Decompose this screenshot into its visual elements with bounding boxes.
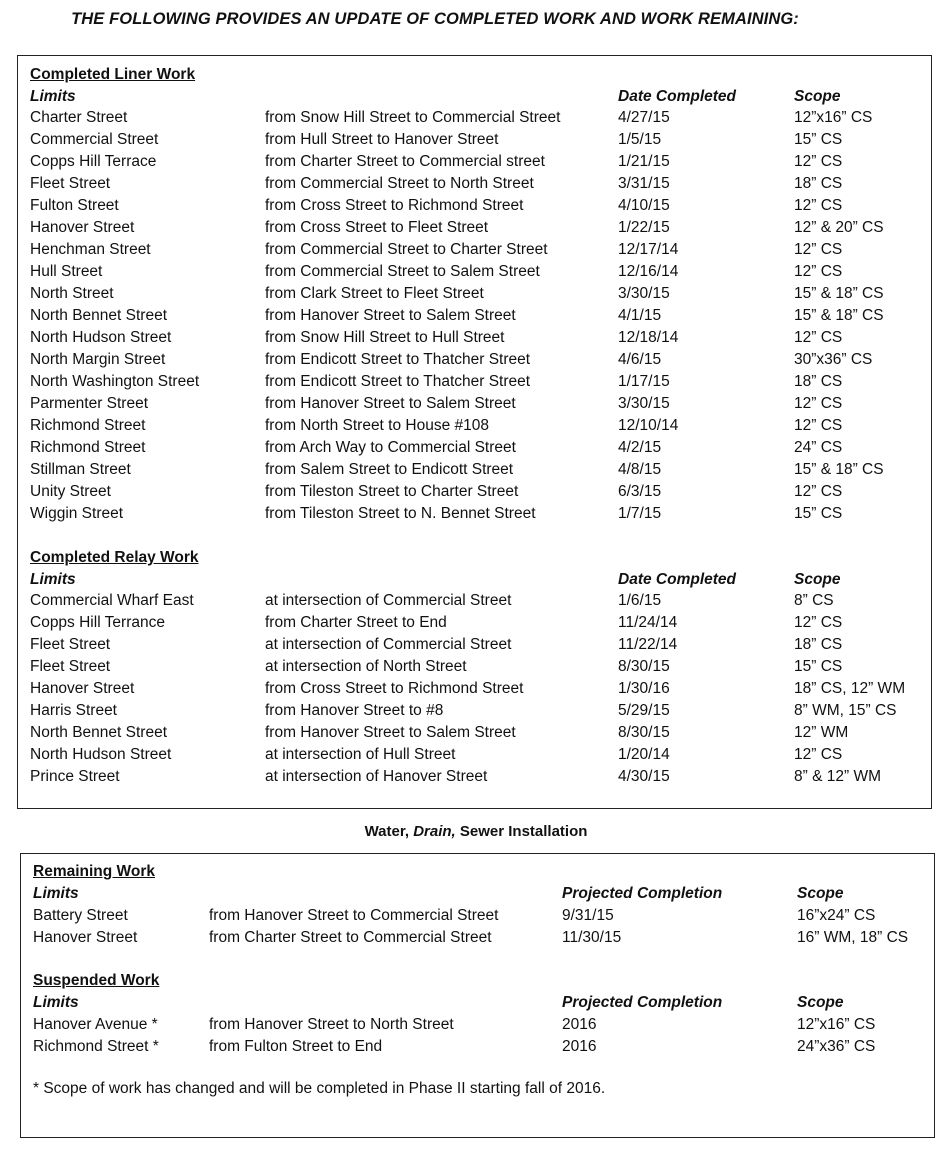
date-cell: 12/17/14 xyxy=(618,241,679,258)
limits-cell: from Commercial Street to Charter Street xyxy=(265,241,548,258)
scope-cell: 12” CS xyxy=(794,614,843,631)
street-cell: Charter Street xyxy=(30,109,128,126)
table-row xyxy=(18,656,931,678)
liner-limits-header: Limits xyxy=(30,88,76,105)
liner-section-title: Completed Liner Work xyxy=(30,66,196,83)
limits-cell: from Salem Street to Endicott Street xyxy=(265,461,514,478)
limits-cell: from Commercial Street to Salem Street xyxy=(265,263,540,280)
table-row xyxy=(18,393,931,415)
date-cell: 4/30/15 xyxy=(618,768,670,785)
table-row xyxy=(18,173,931,195)
scope-cell: 18” CS xyxy=(794,636,843,653)
scope-cell: 12” CS xyxy=(794,746,843,763)
table-row xyxy=(18,766,931,788)
remaining-scope-header: Scope xyxy=(797,885,844,902)
limits-cell: from Charter Street to Commercial street xyxy=(265,153,545,170)
street-cell: Prince Street xyxy=(30,768,120,785)
date-cell: 1/5/15 xyxy=(618,131,662,148)
suspended-date-header: Projected Completion xyxy=(562,994,723,1011)
table-row xyxy=(18,239,931,261)
date-cell: 12/16/14 xyxy=(618,263,679,280)
table-row xyxy=(18,261,931,283)
date-cell: 12/10/14 xyxy=(618,417,679,434)
scope-cell: 12” CS xyxy=(794,417,843,434)
date-cell: 1/17/15 xyxy=(618,373,670,390)
scope-cell: 12” CS xyxy=(794,483,843,500)
street-cell: Hanover Street xyxy=(30,680,135,697)
page-heading: THE FOLLOWING PROVIDES AN UPDATE OF COMPLETED WORK AND WORK REMAINING: xyxy=(71,10,799,28)
limits-cell: from Charter Street to End xyxy=(265,614,447,631)
street-cell: North Street xyxy=(30,285,114,302)
table-row xyxy=(18,459,931,481)
scope-cell: 8” WM, 15” CS xyxy=(794,702,897,719)
date-cell: 5/29/15 xyxy=(618,702,670,719)
street-cell: Commercial Street xyxy=(30,131,159,148)
caption-prefix: Water, xyxy=(364,823,414,840)
street-cell: Wiggin Street xyxy=(30,505,124,522)
limits-cell: from Cross Street to Fleet Street xyxy=(265,219,489,236)
limits-cell: from Cross Street to Richmond Street xyxy=(265,197,524,214)
street-cell: Hanover Street xyxy=(30,219,135,236)
date-cell: 11/24/14 xyxy=(618,614,678,631)
limits-cell: from Snow Hill Street to Hull Street xyxy=(265,329,505,346)
suspended-section-title: Suspended Work xyxy=(33,972,160,989)
street-cell: Parmenter Street xyxy=(30,395,149,412)
scope-cell: 12”x16” CS xyxy=(797,1016,876,1033)
scope-cell: 15” CS xyxy=(794,131,843,148)
date-cell: 12/18/14 xyxy=(618,329,679,346)
limits-cell: from North Street to House #108 xyxy=(265,417,490,434)
date-cell: 4/10/15 xyxy=(618,197,670,214)
street-cell: Fleet Street xyxy=(30,175,111,192)
limits-cell: from Hanover Street to #8 xyxy=(265,702,444,719)
table-row xyxy=(18,327,931,349)
table-row xyxy=(18,217,931,239)
limits-cell: from Tileston Street to N. Bennet Street xyxy=(265,505,536,522)
scope-cell: 24”x36” CS xyxy=(797,1038,876,1055)
limits-cell: from Fulton Street to End xyxy=(209,1038,383,1055)
scope-cell: 15” CS xyxy=(794,505,843,522)
scope-cell: 12” CS xyxy=(794,329,843,346)
footnote: * Scope of work has changed and will be completed in Phase II starting fall of 2016. xyxy=(33,1080,606,1097)
date-cell: 4/8/15 xyxy=(618,461,662,478)
liner-scope-header: Scope xyxy=(794,88,841,105)
table-row xyxy=(18,195,931,217)
scope-cell: 12” CS xyxy=(794,263,843,280)
table-row xyxy=(18,107,931,129)
table-row xyxy=(18,612,931,634)
liner-date-header: Date Completed xyxy=(618,88,736,105)
table-row xyxy=(21,1014,934,1036)
limits-cell: from Charter Street to Commercial Street xyxy=(209,929,492,946)
street-cell: North Bennet Street xyxy=(30,724,167,741)
table-row xyxy=(21,905,934,927)
street-cell: Stillman Street xyxy=(30,461,131,478)
table-row xyxy=(18,437,931,459)
street-cell: North Washington Street xyxy=(30,373,200,390)
scope-cell: 15” & 18” CS xyxy=(794,461,884,478)
scope-cell: 16”x24” CS xyxy=(797,907,876,924)
table-row xyxy=(21,1036,934,1058)
street-cell: Battery Street xyxy=(33,907,128,924)
street-cell: Fleet Street xyxy=(30,658,111,675)
limits-cell: at intersection of Hull Street xyxy=(265,746,456,763)
date-cell: 9/31/15 xyxy=(562,907,614,924)
date-cell: 4/27/15 xyxy=(618,109,670,126)
street-cell: Hull Street xyxy=(30,263,103,280)
scope-cell: 8” & 12” WM xyxy=(794,768,881,785)
date-cell: 1/20/14 xyxy=(618,746,670,763)
scope-cell: 12” CS xyxy=(794,241,843,258)
street-cell: Fulton Street xyxy=(30,197,119,214)
limits-cell: at intersection of North Street xyxy=(265,658,467,675)
table-row xyxy=(18,371,931,393)
scope-cell: 24” CS xyxy=(794,439,843,456)
limits-cell: from Hull Street to Hanover Street xyxy=(265,131,499,148)
limits-cell: from Hanover Street to Salem Street xyxy=(265,307,516,324)
suspended-scope-header: Scope xyxy=(797,994,844,1011)
street-cell: Hanover Street xyxy=(33,929,138,946)
street-cell: Richmond Street xyxy=(30,439,146,456)
street-cell: Copps Hill Terrance xyxy=(30,614,165,631)
table-row xyxy=(18,744,931,766)
scope-cell: 12” CS xyxy=(794,153,843,170)
scope-cell: 8” CS xyxy=(794,592,834,609)
table-row xyxy=(18,590,931,612)
date-cell: 2016 xyxy=(562,1038,597,1055)
scope-cell: 15” & 18” CS xyxy=(794,285,884,302)
date-cell: 4/1/15 xyxy=(618,307,662,324)
table-row xyxy=(18,503,931,525)
date-cell: 3/30/15 xyxy=(618,395,670,412)
suspended-limits-header: Limits xyxy=(33,994,79,1011)
street-cell: Fleet Street xyxy=(30,636,111,653)
limits-cell: at intersection of Commercial Street xyxy=(265,592,512,609)
remaining-work-panel xyxy=(20,853,935,1138)
scope-cell: 12” & 20” CS xyxy=(794,219,884,236)
street-cell: Copps Hill Terrace xyxy=(30,153,157,170)
street-cell: North Margin Street xyxy=(30,351,166,368)
relay-scope-header: Scope xyxy=(794,571,841,588)
date-cell: 8/30/15 xyxy=(618,658,670,675)
limits-cell: from Clark Street to Fleet Street xyxy=(265,285,484,302)
table-row xyxy=(18,678,931,700)
scope-cell: 12” CS xyxy=(794,197,843,214)
relay-date-header: Date Completed xyxy=(618,571,736,588)
scope-cell: 12” WM xyxy=(794,724,849,741)
scope-cell: 16” WM, 18” CS xyxy=(797,929,909,946)
date-cell: 1/6/15 xyxy=(618,592,662,609)
limits-cell: from Cross Street to Richmond Street xyxy=(265,680,524,697)
street-cell: North Bennet Street xyxy=(30,307,167,324)
limits-cell: from Hanover Street to Salem Street xyxy=(265,395,516,412)
table-row xyxy=(18,283,931,305)
table-row xyxy=(21,927,934,949)
date-cell: 3/30/15 xyxy=(618,285,670,302)
date-cell: 1/21/15 xyxy=(618,153,670,170)
scope-cell: 12” CS xyxy=(794,395,843,412)
table-row xyxy=(18,349,931,371)
limits-cell: from Arch Way to Commercial Street xyxy=(265,439,516,456)
section-caption xyxy=(0,823,952,840)
table-row xyxy=(18,305,931,327)
table-row xyxy=(18,129,931,151)
date-cell: 11/30/15 xyxy=(562,929,622,946)
date-cell: 8/30/15 xyxy=(618,724,670,741)
relay-section-title: Completed Relay Work xyxy=(30,549,199,566)
completed-work-panel xyxy=(17,55,932,809)
scope-cell: 18” CS, 12” WM xyxy=(794,680,906,697)
remaining-date-header: Projected Completion xyxy=(562,885,723,902)
date-cell: 4/6/15 xyxy=(618,351,662,368)
date-cell: 4/2/15 xyxy=(618,439,662,456)
scope-cell: 30”x36” CS xyxy=(794,351,873,368)
date-cell: 1/7/15 xyxy=(618,505,662,522)
table-row xyxy=(18,151,931,173)
limits-cell: at intersection of Hanover Street xyxy=(265,768,488,785)
limits-cell: from Snow Hill Street to Commercial Street xyxy=(265,109,561,126)
date-cell: 3/31/15 xyxy=(618,175,670,192)
limits-cell: from Tileston Street to Charter Street xyxy=(265,483,519,500)
caption-italic: Drain, xyxy=(413,823,456,840)
street-cell: Hanover Avenue * xyxy=(33,1016,158,1033)
limits-cell: from Hanover Street to North Street xyxy=(209,1016,454,1033)
street-cell: North Hudson Street xyxy=(30,329,172,346)
street-cell: Commercial Wharf East xyxy=(30,592,194,609)
street-cell: North Hudson Street xyxy=(30,746,172,763)
table-row xyxy=(18,634,931,656)
street-cell: Unity Street xyxy=(30,483,111,500)
remaining-section-title: Remaining Work xyxy=(33,863,156,880)
date-cell: 2016 xyxy=(562,1016,597,1033)
date-cell: 1/30/16 xyxy=(618,680,670,697)
street-cell: Henchman Street xyxy=(30,241,151,258)
limits-cell: from Hanover Street to Salem Street xyxy=(265,724,516,741)
scope-cell: 12”x16” CS xyxy=(794,109,873,126)
limits-cell: from Endicott Street to Thatcher Street xyxy=(265,351,531,368)
limits-cell: from Commercial Street to North Street xyxy=(265,175,534,192)
relay-limits-header: Limits xyxy=(30,571,76,588)
limits-cell: from Hanover Street to Commercial Street xyxy=(209,907,499,924)
scope-cell: 15” & 18” CS xyxy=(794,307,884,324)
table-row xyxy=(18,700,931,722)
date-cell: 6/3/15 xyxy=(618,483,662,500)
table-row xyxy=(18,415,931,437)
street-cell: Richmond Street xyxy=(30,417,146,434)
scope-cell: 15” CS xyxy=(794,658,843,675)
scope-cell: 18” CS xyxy=(794,175,843,192)
date-cell: 1/22/15 xyxy=(618,219,670,236)
street-cell: Richmond Street * xyxy=(33,1038,159,1055)
limits-cell: at intersection of Commercial Street xyxy=(265,636,512,653)
table-row xyxy=(18,481,931,503)
remaining-limits-header: Limits xyxy=(33,885,79,902)
limits-cell: from Endicott Street to Thatcher Street xyxy=(265,373,531,390)
caption-suffix: Sewer Installation xyxy=(455,823,588,840)
date-cell: 11/22/14 xyxy=(618,636,678,653)
street-cell: Harris Street xyxy=(30,702,117,719)
scope-cell: 18” CS xyxy=(794,373,843,390)
table-row xyxy=(18,722,931,744)
